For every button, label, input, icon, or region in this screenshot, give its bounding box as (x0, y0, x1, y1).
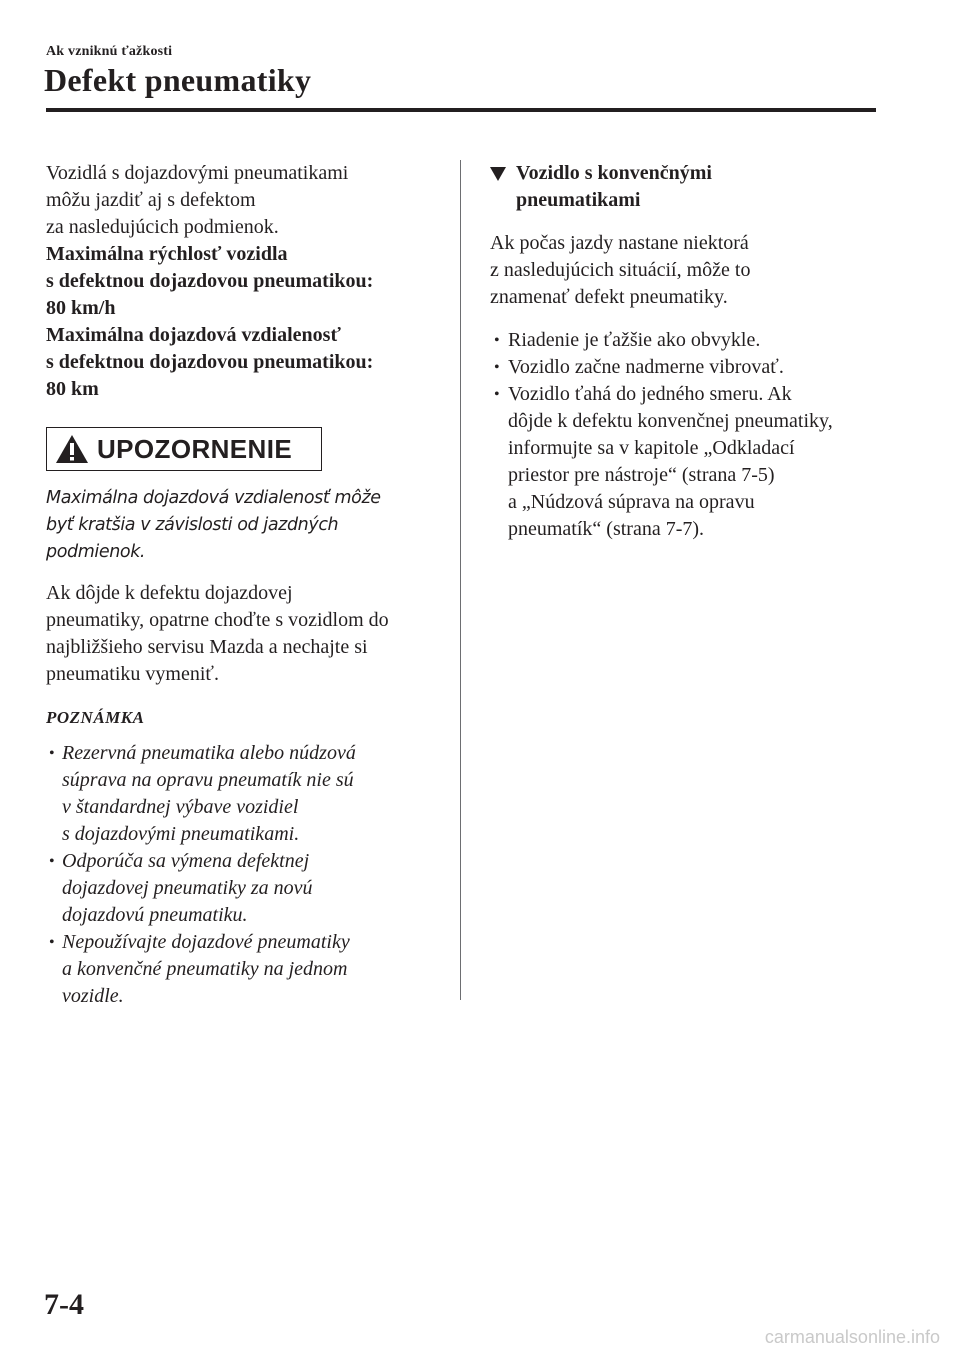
symptom-list (490, 327, 890, 543)
section-label: Ak vzniknú ťažkosti (46, 44, 173, 59)
list-item-text: Vozidlo ťahá do jedného smeru. Ak dôjde k defektu konvenčnej pneumatiky, informujte sa v kapitole „Odkladací priestor pre nástroje“ (strana 7-5) a „Núdzová súprava na opravu pneumatík“ (strana 7-7). (508, 383, 833, 540)
note-list (46, 740, 446, 1010)
speed-spec: Maximálna rýchlosť vozidla s defektnou dojazdovou pneumatikou: 80 km/h (46, 243, 374, 319)
right-intro-paragraph: Ak počas jazdy nastane niektorá z nasledujúcich situácií, môže to znamenať defekt pneumatiky. (490, 232, 751, 308)
note-item-text: Odporúča sa výmena defektnej dojazdovej pneumatiky za novú dojazdovú pneumatiku. (62, 850, 313, 926)
warning-text: Maximálna dojazdová vzdialenosť môže byť kratšia v závislosti od jazdných podmienok. (46, 488, 381, 562)
list-item-text: Vozidlo začne nadmerne vibrovať. (508, 356, 784, 378)
column-divider (460, 160, 461, 1000)
intro-paragraph: Vozidlá s dojazdovými pneumatikami môžu jazdiť aj s defektom za nasledujúcich podmienok. (46, 162, 349, 238)
left-column (46, 160, 446, 1010)
note-heading: POZNÁMKA (46, 708, 145, 727)
note-item (46, 848, 446, 929)
down-triangle-icon (490, 167, 506, 181)
warning-label: UPOZORNENIE (97, 433, 293, 464)
bullet-glyph: • (494, 359, 500, 376)
note-item (46, 929, 446, 1010)
note-item-text: Nepoužívajte dojazdové pneumatiky a konvenčné pneumatiky na jednom vozidle. (62, 931, 350, 1007)
warning-box (46, 427, 322, 471)
note-item-text: Rezervná pneumatika alebo núdzová súprava na opravu pneumatík nie sú v štandardnej výbave vozidiel s dojazdovými pneumatikami. (62, 742, 356, 845)
bullet-glyph: • (49, 853, 55, 870)
bullet-glyph: • (494, 386, 500, 403)
watermark[interactable]: carmanualsonline.info (764, 1327, 940, 1347)
bullet-glyph: • (494, 332, 500, 349)
after-warning-paragraph: Ak dôjde k defektu dojazdovej pneumatiky, opatrne choďte s vozidlom do najbližšieho servisu Mazda a nechajte si pneumatiku vymeniť. (46, 582, 389, 685)
warning-triangle-icon (55, 434, 89, 464)
page-number: 7-4 (44, 1288, 84, 1321)
sub-heading-text: Vozidlo s konvenčnými pneumatikami (516, 162, 712, 211)
note-item (46, 740, 446, 848)
sub-heading (490, 160, 890, 214)
list-item (490, 354, 890, 381)
list-item-text: Riadenie je ťažšie ako obvykle. (508, 329, 761, 351)
bullet-glyph: • (49, 745, 55, 762)
bullet-glyph: • (49, 934, 55, 951)
title-rule (46, 108, 876, 112)
distance-spec: Maximálna dojazdová vzdialenosť s defektnou dojazdovou pneumatikou: 80 km (46, 324, 374, 400)
page-title: Defekt pneumatiky (44, 62, 312, 98)
right-column (490, 160, 890, 543)
list-item (490, 327, 890, 354)
list-item (490, 381, 890, 543)
